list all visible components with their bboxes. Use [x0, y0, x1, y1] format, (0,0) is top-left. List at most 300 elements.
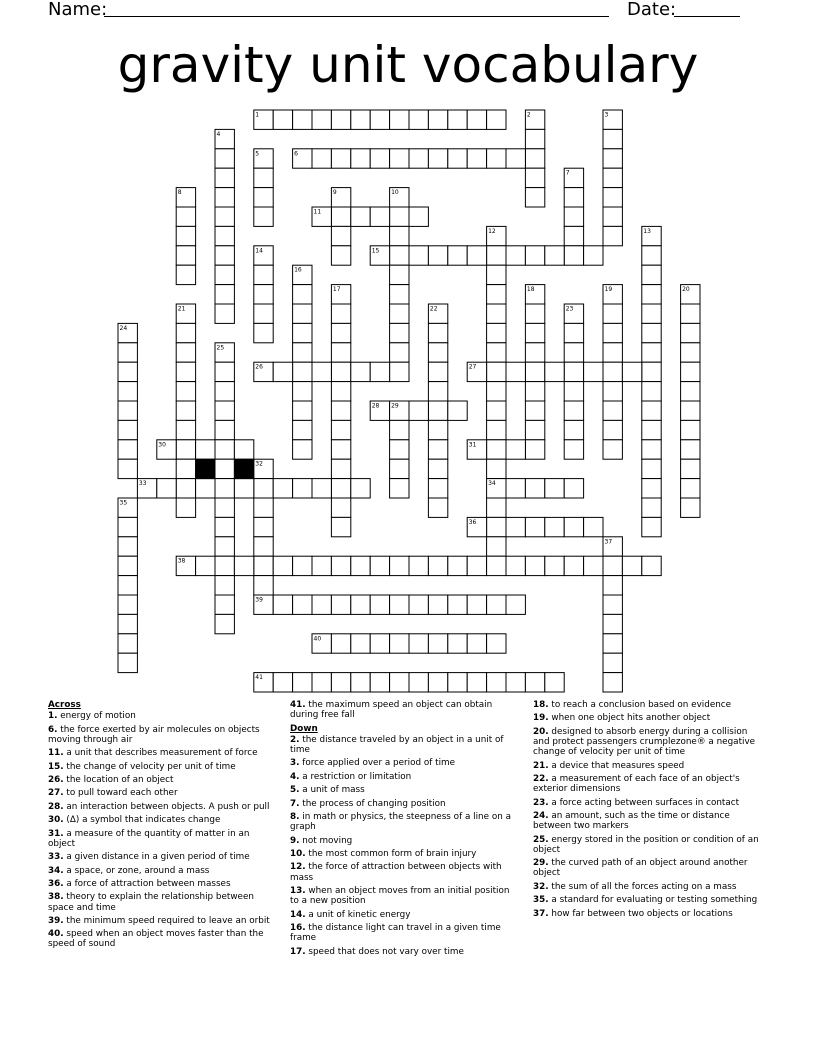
grid-cell[interactable]	[506, 517, 525, 536]
grid-cell[interactable]	[331, 517, 350, 536]
grid-cell[interactable]	[293, 110, 312, 129]
grid-cell[interactable]	[428, 246, 447, 265]
grid-cell[interactable]	[603, 673, 622, 692]
grid-cell[interactable]	[390, 265, 409, 284]
grid-cell[interactable]	[254, 517, 273, 536]
grid-cell[interactable]	[545, 556, 564, 575]
grid-cell[interactable]	[254, 537, 273, 556]
grid-cell[interactable]	[603, 149, 622, 168]
grid-cell[interactable]	[351, 362, 370, 381]
grid-cell[interactable]	[273, 595, 292, 614]
grid-cell[interactable]	[293, 382, 312, 401]
grid-cell[interactable]	[428, 420, 447, 439]
grid-cell[interactable]	[176, 479, 195, 498]
grid-cell[interactable]	[525, 129, 544, 148]
grid-cell[interactable]	[642, 401, 661, 420]
grid-cell[interactable]	[215, 537, 234, 556]
grid-cell[interactable]	[293, 673, 312, 692]
grid-cell[interactable]	[312, 556, 331, 575]
grid-cell[interactable]	[487, 537, 506, 556]
grid-cell[interactable]	[390, 556, 409, 575]
grid-cell[interactable]	[603, 343, 622, 362]
grid-cell[interactable]	[331, 343, 350, 362]
grid-cell[interactable]	[428, 479, 447, 498]
grid-cell[interactable]	[642, 362, 661, 381]
grid-cell[interactable]	[293, 479, 312, 498]
grid-cell[interactable]	[584, 362, 603, 381]
grid-cell[interactable]	[564, 401, 583, 420]
grid-cell[interactable]	[467, 673, 486, 692]
grid-cell[interactable]	[545, 517, 564, 536]
grid-cell[interactable]	[331, 459, 350, 478]
grid-cell[interactable]	[428, 634, 447, 653]
grid-cell[interactable]	[215, 479, 234, 498]
grid-cell[interactable]	[409, 673, 428, 692]
grid-cell[interactable]	[390, 343, 409, 362]
grid-cell[interactable]	[603, 188, 622, 207]
grid-cell[interactable]	[622, 556, 641, 575]
grid-cell[interactable]	[118, 556, 137, 575]
grid-cell[interactable]	[525, 188, 544, 207]
grid-cell[interactable]	[118, 595, 137, 614]
grid-cell[interactable]	[254, 556, 273, 575]
grid-cell[interactable]	[273, 479, 292, 498]
grid-cell[interactable]	[351, 634, 370, 653]
grid-cell[interactable]	[273, 110, 292, 129]
grid-cell[interactable]	[215, 246, 234, 265]
grid-cell[interactable]	[196, 479, 215, 498]
grid-cell[interactable]	[351, 149, 370, 168]
grid-cell[interactable]	[215, 285, 234, 304]
grid-cell[interactable]	[506, 149, 525, 168]
grid-cell[interactable]	[642, 285, 661, 304]
grid-cell[interactable]	[487, 246, 506, 265]
grid-cell[interactable]	[215, 401, 234, 420]
grid-cell[interactable]	[506, 440, 525, 459]
grid-cell[interactable]	[681, 382, 700, 401]
grid-cell[interactable]	[428, 459, 447, 478]
grid-cell[interactable]	[564, 226, 583, 245]
grid-cell[interactable]	[448, 673, 467, 692]
grid-cell[interactable]	[331, 498, 350, 517]
grid-cell[interactable]	[254, 498, 273, 517]
grid-cell[interactable]	[390, 634, 409, 653]
grid-cell[interactable]	[215, 576, 234, 595]
grid-cell[interactable]	[409, 401, 428, 420]
grid-cell[interactable]	[118, 362, 137, 381]
grid-cell[interactable]	[487, 110, 506, 129]
grid-cell[interactable]	[176, 420, 195, 439]
grid-cell[interactable]	[506, 362, 525, 381]
grid-cell[interactable]	[293, 401, 312, 420]
grid-cell[interactable]	[603, 207, 622, 226]
grid-cell[interactable]	[545, 479, 564, 498]
grid-cell[interactable]	[545, 362, 564, 381]
grid-cell[interactable]	[525, 673, 544, 692]
grid-cell[interactable]	[448, 556, 467, 575]
grid-cell[interactable]	[254, 479, 273, 498]
grid-cell[interactable]	[254, 285, 273, 304]
grid-cell[interactable]	[642, 265, 661, 284]
grid-cell[interactable]	[642, 382, 661, 401]
grid-cell[interactable]	[370, 149, 389, 168]
grid-cell[interactable]	[176, 343, 195, 362]
grid-cell[interactable]	[254, 576, 273, 595]
grid-cell[interactable]	[293, 304, 312, 323]
grid-cell[interactable]	[390, 323, 409, 342]
grid-cell[interactable]	[293, 285, 312, 304]
grid-cell[interactable]	[603, 401, 622, 420]
grid-cell[interactable]	[487, 382, 506, 401]
grid-cell[interactable]	[487, 285, 506, 304]
grid-cell[interactable]	[487, 517, 506, 536]
grid-cell[interactable]	[390, 207, 409, 226]
grid-cell[interactable]	[118, 537, 137, 556]
grid-cell[interactable]	[642, 440, 661, 459]
grid-cell[interactable]	[331, 556, 350, 575]
grid-cell[interactable]	[506, 246, 525, 265]
grid-cell[interactable]	[487, 149, 506, 168]
grid-cell[interactable]	[409, 149, 428, 168]
grid-cell[interactable]	[370, 595, 389, 614]
grid-cell[interactable]	[525, 246, 544, 265]
grid-cell[interactable]	[681, 479, 700, 498]
grid-cell[interactable]	[312, 673, 331, 692]
grid-cell[interactable]	[293, 362, 312, 381]
grid-cell[interactable]	[681, 420, 700, 439]
grid-cell[interactable]	[448, 401, 467, 420]
grid-cell[interactable]	[215, 440, 234, 459]
grid-cell[interactable]	[525, 517, 544, 536]
grid-cell[interactable]	[118, 401, 137, 420]
grid-cell[interactable]	[564, 207, 583, 226]
grid-cell[interactable]	[428, 343, 447, 362]
grid-cell[interactable]	[312, 595, 331, 614]
grid-cell[interactable]	[428, 382, 447, 401]
grid-cell[interactable]	[448, 110, 467, 129]
grid-cell[interactable]	[545, 246, 564, 265]
grid-cell[interactable]	[564, 556, 583, 575]
grid-cell[interactable]	[176, 382, 195, 401]
grid-cell[interactable]	[215, 265, 234, 284]
grid-cell[interactable]	[351, 110, 370, 129]
grid-cell[interactable]	[467, 149, 486, 168]
grid-cell[interactable]	[525, 343, 544, 362]
grid-cell[interactable]	[428, 595, 447, 614]
grid-cell[interactable]	[564, 343, 583, 362]
grid-cell[interactable]	[331, 362, 350, 381]
grid-cell[interactable]	[467, 634, 486, 653]
grid-cell[interactable]	[506, 673, 525, 692]
grid-cell[interactable]	[603, 440, 622, 459]
grid-cell[interactable]	[603, 634, 622, 653]
grid-cell[interactable]	[467, 246, 486, 265]
grid-cell[interactable]	[603, 304, 622, 323]
grid-cell[interactable]	[506, 556, 525, 575]
grid-cell[interactable]	[215, 207, 234, 226]
grid-cell[interactable]	[603, 323, 622, 342]
grid-cell[interactable]	[564, 517, 583, 536]
grid-cell[interactable]	[545, 673, 564, 692]
grid-cell[interactable]	[331, 440, 350, 459]
grid-cell[interactable]	[428, 440, 447, 459]
grid-cell[interactable]	[487, 459, 506, 478]
grid-cell[interactable]	[176, 498, 195, 517]
grid-cell[interactable]	[254, 168, 273, 187]
grid-cell[interactable]	[487, 634, 506, 653]
grid-cell[interactable]	[331, 110, 350, 129]
grid-cell[interactable]	[331, 479, 350, 498]
grid-cell[interactable]	[506, 479, 525, 498]
grid-cell[interactable]	[487, 401, 506, 420]
grid-cell[interactable]	[118, 420, 137, 439]
grid-cell[interactable]	[448, 246, 467, 265]
grid-cell[interactable]	[584, 556, 603, 575]
grid-cell[interactable]	[487, 265, 506, 284]
grid-cell[interactable]	[603, 382, 622, 401]
grid-cell[interactable]	[603, 576, 622, 595]
grid-cell[interactable]	[487, 498, 506, 517]
grid-cell[interactable]	[118, 653, 137, 672]
grid-cell[interactable]	[118, 634, 137, 653]
grid-cell[interactable]	[487, 595, 506, 614]
grid-cell[interactable]	[390, 226, 409, 245]
grid-cell[interactable]	[448, 595, 467, 614]
grid-cell[interactable]	[196, 556, 215, 575]
grid-cell[interactable]	[215, 459, 234, 478]
grid-cell[interactable]	[215, 556, 234, 575]
grid-cell[interactable]	[428, 556, 447, 575]
grid-cell[interactable]	[525, 440, 544, 459]
grid-cell[interactable]	[118, 343, 137, 362]
grid-cell[interactable]	[118, 440, 137, 459]
grid-cell[interactable]	[293, 595, 312, 614]
grid-cell[interactable]	[215, 517, 234, 536]
grid-cell[interactable]	[215, 614, 234, 633]
grid-cell[interactable]	[351, 479, 370, 498]
grid-cell[interactable]	[390, 304, 409, 323]
grid-cell[interactable]	[293, 343, 312, 362]
grid-cell[interactable]	[525, 479, 544, 498]
grid-cell[interactable]	[370, 207, 389, 226]
grid-cell[interactable]	[681, 343, 700, 362]
grid-cell[interactable]	[409, 207, 428, 226]
grid-cell[interactable]	[331, 149, 350, 168]
grid-cell[interactable]	[603, 420, 622, 439]
grid-cell[interactable]	[681, 304, 700, 323]
grid-cell[interactable]	[564, 382, 583, 401]
grid-cell[interactable]	[428, 362, 447, 381]
grid-cell[interactable]	[681, 362, 700, 381]
grid-cell[interactable]	[642, 304, 661, 323]
grid-cell[interactable]	[331, 226, 350, 245]
grid-cell[interactable]	[642, 343, 661, 362]
grid-cell[interactable]	[390, 595, 409, 614]
grid-cell[interactable]	[506, 595, 525, 614]
grid-cell[interactable]	[525, 168, 544, 187]
grid-cell[interactable]	[273, 362, 292, 381]
grid-cell[interactable]	[215, 382, 234, 401]
grid-cell[interactable]	[254, 265, 273, 284]
grid-cell[interactable]	[196, 440, 215, 459]
grid-cell[interactable]	[525, 304, 544, 323]
grid-cell[interactable]	[681, 440, 700, 459]
grid-cell[interactable]	[487, 556, 506, 575]
grid-cell[interactable]	[254, 323, 273, 342]
grid-cell[interactable]	[370, 673, 389, 692]
grid-cell[interactable]	[331, 634, 350, 653]
grid-cell[interactable]	[564, 440, 583, 459]
grid-cell[interactable]	[409, 246, 428, 265]
grid-cell[interactable]	[390, 479, 409, 498]
grid-cell[interactable]	[428, 149, 447, 168]
grid-cell[interactable]	[564, 420, 583, 439]
grid-cell[interactable]	[642, 479, 661, 498]
grid-cell[interactable]	[331, 595, 350, 614]
grid-cell[interactable]	[176, 459, 195, 478]
grid-cell[interactable]	[176, 207, 195, 226]
grid-cell[interactable]	[118, 614, 137, 633]
grid-cell[interactable]	[525, 401, 544, 420]
grid-cell[interactable]	[525, 149, 544, 168]
grid-cell[interactable]	[390, 285, 409, 304]
grid-cell[interactable]	[351, 207, 370, 226]
grid-cell[interactable]	[312, 110, 331, 129]
grid-cell[interactable]	[176, 323, 195, 342]
grid-cell[interactable]	[234, 440, 253, 459]
grid-cell[interactable]	[584, 246, 603, 265]
grid-cell[interactable]	[351, 595, 370, 614]
grid-cell[interactable]	[642, 498, 661, 517]
grid-cell[interactable]	[118, 576, 137, 595]
grid-cell[interactable]	[603, 226, 622, 245]
grid-cell[interactable]	[681, 323, 700, 342]
grid-cell[interactable]	[331, 323, 350, 342]
grid-cell[interactable]	[234, 556, 253, 575]
grid-cell[interactable]	[564, 323, 583, 342]
grid-cell[interactable]	[312, 362, 331, 381]
grid-cell[interactable]	[642, 459, 661, 478]
grid-cell[interactable]	[390, 673, 409, 692]
grid-cell[interactable]	[215, 362, 234, 381]
grid-cell[interactable]	[254, 304, 273, 323]
grid-cell[interactable]	[467, 556, 486, 575]
grid-cell[interactable]	[293, 323, 312, 342]
grid-cell[interactable]	[390, 459, 409, 478]
grid-cell[interactable]	[215, 420, 234, 439]
grid-cell[interactable]	[487, 362, 506, 381]
grid-cell[interactable]	[525, 556, 544, 575]
grid-cell[interactable]	[157, 479, 176, 498]
grid-cell[interactable]	[176, 440, 195, 459]
grid-cell[interactable]	[603, 129, 622, 148]
grid-cell[interactable]	[254, 207, 273, 226]
grid-cell[interactable]	[370, 362, 389, 381]
grid-cell[interactable]	[487, 323, 506, 342]
grid-cell[interactable]	[564, 479, 583, 498]
grid-cell[interactable]	[487, 304, 506, 323]
grid-cell[interactable]	[428, 401, 447, 420]
grid-cell[interactable]	[215, 149, 234, 168]
grid-cell[interactable]	[370, 110, 389, 129]
grid-cell[interactable]	[409, 556, 428, 575]
grid-cell[interactable]	[312, 479, 331, 498]
grid-cell[interactable]	[390, 362, 409, 381]
grid-cell[interactable]	[409, 595, 428, 614]
grid-cell[interactable]	[603, 168, 622, 187]
grid-cell[interactable]	[390, 149, 409, 168]
grid-cell[interactable]	[118, 459, 137, 478]
grid-cell[interactable]	[254, 188, 273, 207]
grid-cell[interactable]	[525, 323, 544, 342]
grid-cell[interactable]	[428, 673, 447, 692]
grid-cell[interactable]	[215, 226, 234, 245]
grid-cell[interactable]	[603, 614, 622, 633]
grid-cell[interactable]	[642, 323, 661, 342]
grid-cell[interactable]	[525, 382, 544, 401]
grid-cell[interactable]	[390, 420, 409, 439]
grid-cell[interactable]	[390, 246, 409, 265]
grid-cell[interactable]	[487, 343, 506, 362]
grid-cell[interactable]	[331, 246, 350, 265]
grid-cell[interactable]	[681, 459, 700, 478]
grid-cell[interactable]	[176, 246, 195, 265]
grid-cell[interactable]	[273, 673, 292, 692]
grid-cell[interactable]	[351, 556, 370, 575]
grid-cell[interactable]	[564, 362, 583, 381]
grid-cell[interactable]	[487, 420, 506, 439]
grid-cell[interactable]	[467, 110, 486, 129]
grid-cell[interactable]	[176, 362, 195, 381]
grid-cell[interactable]	[331, 207, 350, 226]
grid-cell[interactable]	[215, 304, 234, 323]
grid-cell[interactable]	[603, 556, 622, 575]
grid-cell[interactable]	[603, 653, 622, 672]
grid-cell[interactable]	[176, 401, 195, 420]
grid-cell[interactable]	[428, 110, 447, 129]
grid-cell[interactable]	[681, 498, 700, 517]
grid-cell[interactable]	[331, 382, 350, 401]
grid-cell[interactable]	[448, 149, 467, 168]
grid-cell[interactable]	[234, 479, 253, 498]
grid-cell[interactable]	[331, 304, 350, 323]
grid-cell[interactable]	[370, 634, 389, 653]
grid-cell[interactable]	[622, 362, 641, 381]
grid-cell[interactable]	[293, 440, 312, 459]
grid-cell[interactable]	[370, 556, 389, 575]
grid-cell[interactable]	[176, 226, 195, 245]
grid-cell[interactable]	[409, 634, 428, 653]
grid-cell[interactable]	[642, 517, 661, 536]
grid-cell[interactable]	[525, 420, 544, 439]
grid-cell[interactable]	[176, 265, 195, 284]
grid-cell[interactable]	[215, 188, 234, 207]
grid-cell[interactable]	[603, 362, 622, 381]
grid-cell[interactable]	[409, 110, 428, 129]
grid-cell[interactable]	[428, 323, 447, 342]
grid-cell[interactable]	[467, 595, 486, 614]
grid-cell[interactable]	[118, 517, 137, 536]
grid-cell[interactable]	[487, 440, 506, 459]
grid-cell[interactable]	[312, 149, 331, 168]
grid-cell[interactable]	[215, 498, 234, 517]
grid-cell[interactable]	[564, 246, 583, 265]
grid-cell[interactable]	[273, 556, 292, 575]
grid-cell[interactable]	[331, 401, 350, 420]
grid-cell[interactable]	[215, 168, 234, 187]
grid-cell[interactable]	[351, 673, 370, 692]
grid-cell[interactable]	[681, 401, 700, 420]
